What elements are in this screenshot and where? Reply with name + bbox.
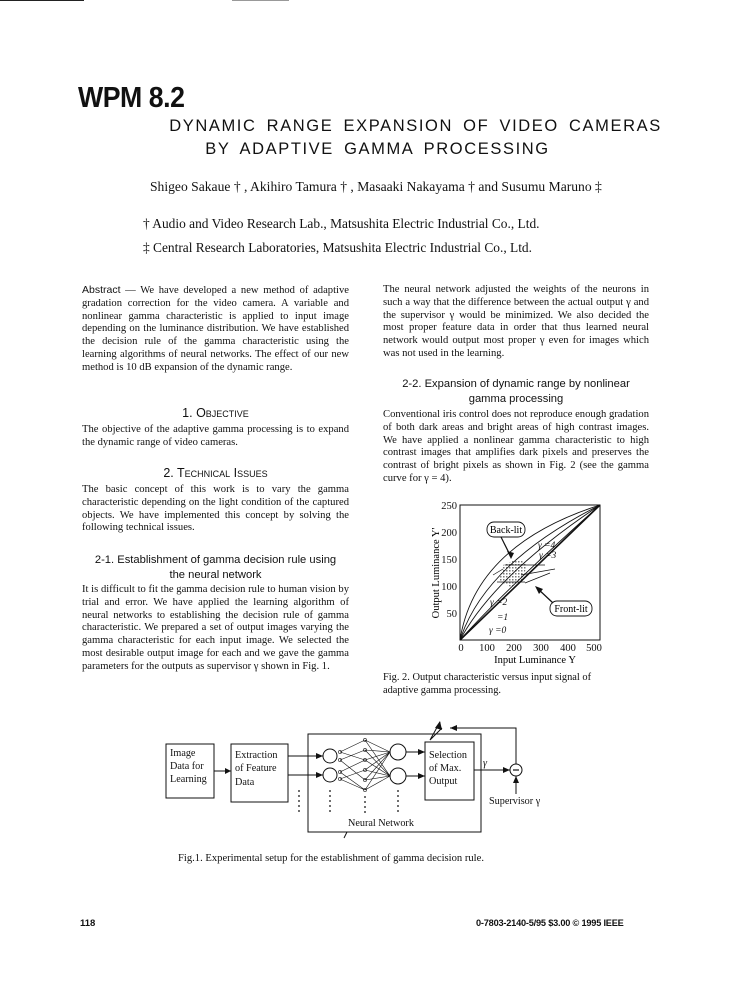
right-paragraph-1: The neural network adjusted the weights of the neurons in such a way that the difference between the actual output γ and the supervisor γ would be minimized. We also decided the most proper feature data in order that thus learned neural network would output most proper γ even for images which was not used in the learning. [383,284,649,359]
affiliation-2: ‡ Central Research Laboratories, Matsushita Electric Industrial Co., Ltd. [143,240,532,255]
svg-text:=1: =1 [497,613,509,623]
svg-text:γ =2: γ =2 [490,598,508,608]
svg-text:of Max.: of Max. [429,763,462,774]
gamma-labels [489,541,557,636]
heading-line: gamma processing [468,393,564,405]
fig2-chart [425,495,620,670]
gamma-curves [460,505,600,640]
fig1-caption: Fig.1. Experimental setup for the establishment of gamma decision rule. [178,853,484,864]
abstract-text: — We have developed a new method of adaptive gradation correction for the video camera. A variable and nonlinear gamma characteristic is applied to input image depending on the luminance distribution. We have established the decision rule of the gamma characteristic using the learning algorithms of neural networks. The effect of our new method is 10 dB expansion of the dynamic range. [82,285,349,373]
paper-title-line2: BY ADAPTIVE GAMMA PROCESSING [205,140,550,158]
page-number: 118 [80,918,96,929]
heading-line: 2-2. Expansion of dynamic range by nonlinear [402,378,630,390]
y-tick: 250 [441,501,457,512]
svg-text:Supervisor γ: Supervisor γ [489,796,541,807]
svg-text:γ =3: γ =3 [539,551,557,561]
heading-line: 2-1. Establishment of gamma decision rule using [94,554,337,566]
back-lit-label: Back-lit [489,525,523,536]
paper-title-line1: DYNAMIC RANGE EXPANSION OF VIDEO CAMERAS [169,117,662,135]
svg-text:Output: Output [429,776,458,787]
section-heading-objective: 1. Objective [182,406,249,420]
y-tick: 200 [441,528,457,539]
fig2-caption [383,671,649,697]
x-axis-label: Input Luminance Y [494,655,576,666]
y-tick: 50 [446,609,457,620]
svg-text:Data for: Data for [170,761,204,772]
affiliation-1: † Audio and Video Research Lab., Matsushita Electric Industrial Co., Ltd. [143,216,540,231]
section-heading-2-1 [82,553,349,583]
scan-edge-line [232,0,289,1]
front-lit-label: Front-lit [554,604,588,615]
svg-text:Learning: Learning [170,774,207,785]
gamma-curve-chart [425,495,620,670]
abstract-label: Abstract [82,284,121,296]
svg-text:Selection: Selection [429,750,467,761]
svg-text:of Feature: of Feature [235,763,277,774]
fig1-block-diagram [150,718,600,843]
section-heading-2-2 [383,377,649,407]
author-list: Shigeo Sakaue † , Akihiro Tamura † , Masaaki Nakayama † and Susumu Maruno ‡ [150,179,602,194]
heading-line: the neural network [169,569,262,581]
curve-gamma-0 [460,505,600,640]
session-id: WPM 8.2 [78,82,185,114]
abstract [82,284,349,375]
caption-line: adaptive gamma processing. [383,685,502,696]
x-tick: 200 [506,643,522,654]
y-axis-label: Output Luminance Y' [431,527,442,619]
x-tick: 0 [458,643,464,654]
svg-text:Image: Image [170,748,196,759]
y-tick: 150 [441,555,457,566]
copyright-notice: 0-7803-2140-5/95 $3.00 © 1995 IEEE [476,918,624,928]
section-objective-text: The objective of the adaptive gamma processing is to expand the dynamic range of video cameras. [82,424,349,448]
x-tick: 400 [560,643,576,654]
section-2-2-text: Conventional iris control does not reproduce enough gradation of both dark areas and bright areas of high contrast images. We have applied a nonlinear gamma characteristic to high contrast images that amplifies dark pixels and preserves the contrast of bright pixels as shown in Fig. 2 (see the gamma curve for γ = 4). [383,409,649,484]
svg-text:γ =4: γ =4 [538,541,556,551]
section-2-1-text: It is difficult to fit the gamma decision rule to human vision by trial and error. We have applied the learning algorithm of neural networks to establishing the decision rule of gamma characteristic. We prepared a set of output images varying the gamma characteristic for each input image. We selected the most desirable output image for each and we gave the gamma parameters for the outputs as supervisor γ shown in Fig. 1. [82,584,349,672]
x-tick: 100 [479,643,495,654]
caption-line: Fig. 2. Output characteristic versus input signal of [383,672,592,683]
svg-text:Neural Network: Neural Network [348,818,414,829]
svg-text:Extraction: Extraction [235,750,278,761]
x-tick: 500 [586,643,602,654]
y-tick-labels [441,501,457,620]
svg-text:γ =0: γ =0 [489,626,507,636]
scan-edge-line [0,0,84,1]
x-tick-labels [458,643,602,654]
svg-text:Data: Data [235,777,255,788]
section-heading-technical-issues: 2. Technical Issues [163,466,268,480]
y-tick: 100 [441,582,457,593]
x-tick: 300 [533,643,549,654]
svg-text:γ: γ [483,758,488,769]
section-technical-issues-text: The basic concept of this work is to vary the gamma characteristic depending on the light condition of the captured objects. We have implemented this concept by solving the following technical issues. [82,484,349,534]
